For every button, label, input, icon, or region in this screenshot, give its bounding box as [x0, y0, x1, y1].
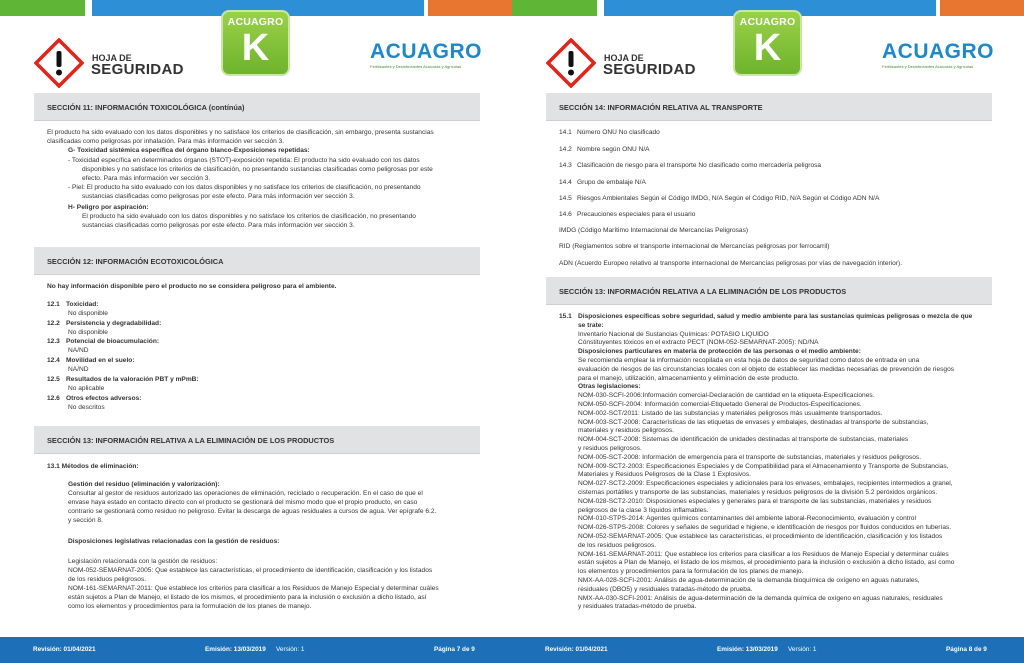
section-11-header: [34, 93, 480, 121]
s15-line: NOM-003-SCT-2008: Características de las etiquetas de envases y embalajes, destinadas al transporte de substancias,: [578, 418, 929, 426]
s12-item-value: No disponible: [68, 310, 108, 317]
s15-line: Inventario Nacional de Sustancias Químicas: POTASIO LIQUIDO: [578, 330, 769, 338]
s13-line: Legislación relacionada con la gestión de residuos:: [68, 558, 218, 565]
section-14-header: [546, 93, 992, 121]
s12-item-value: No disponible: [68, 329, 108, 336]
s15-line: Disposiciones particulares en materia de protección de las personas o el medio ambiente:: [578, 348, 861, 356]
section-12-header: [34, 247, 480, 275]
s15-line: Se recomienda emplear la información recopilada en esta hoja de datos de seguridad como datos de entrada en una: [578, 357, 920, 364]
s14-item-num: 14.2: [559, 146, 572, 153]
s15-line: NOM-052-SEMARNAT-2005: Que establece las características, el procedimiento de identificación, clasificación y los listados: [578, 533, 943, 540]
s14-item-num: 14.6: [559, 211, 572, 218]
s12-item-num: 12.2: [47, 320, 60, 327]
s15-line: NOM-009-SCT2-2003: Especificaciones Especiales y de Compatibilidad para el Almacenamiento y Transporte de Substancias,: [578, 462, 949, 470]
s15-line: NMX-AA-028-SCFI-2001: Análisis de agua-determinación de la demanda bioquímica de oxígeno en aguas naturales,: [578, 577, 920, 584]
s15-line: NOM-026-STPS-2008: Colores y señales de seguridad e higiene, e identificación de riesgos por fluidos conducidos en tuberías.: [578, 524, 952, 532]
footer-version: Versión: 1: [788, 646, 817, 653]
s12-item-num: 12.4: [47, 357, 60, 364]
product-badge: [733, 10, 802, 76]
s12-item-value: NA/ND: [68, 366, 89, 373]
s12-item-label: Otros efectos adversos:: [66, 395, 142, 402]
s13-line: Consultar al gestor de residuos autorizado las operaciones de eliminación, reciclado o recuperación. En el caso de que el: [68, 490, 423, 497]
s15-line: y residuos peligrosos.: [578, 445, 642, 452]
s15-line: se trate:: [578, 321, 604, 329]
s14-adn: ADN (Acuerdo Europeo relativo al transporte internacional de Mercancías peligrosas por vías de navegación interior).: [559, 260, 903, 267]
s11-line: disponibles y no satisface los criterios de clasificación, no presentando sustancias clasificadas como peligrosas por este: [82, 166, 433, 173]
s13-line: NOM-052-SEMARNAT-2005: Que establece las características, el procedimiento de identificación, clasificación y los listados: [68, 567, 433, 574]
badge-brand: ACUAGRO: [227, 16, 284, 28]
s15-line: Otras legislaciones:: [578, 383, 641, 391]
s14-rid: RID (Reglamentos sobre el transporte internacional de Mercancías peligrosas por ferrocarril): [559, 243, 830, 250]
footer-emision: Emisión: 13/03/2019: [717, 646, 778, 653]
s15-line: residuales (DBO5) y residuales tratadas-método de prueba.: [578, 585, 753, 593]
logo-text: ACUAGRO: [370, 40, 482, 63]
s15-line: NOM-004-SCT-2008: Sistemas de identificación de unidades destinadas al transporte de substancias, materiales: [578, 436, 909, 444]
logo-tagline: Fertilizantes y Desinfectantes Acuícolas y Agrícolas: [882, 64, 974, 69]
s11-line: - Piel: El producto ha sido evaluado con los datos disponibles y no satisface los criterios de clasificación, no presentando: [68, 184, 421, 191]
section-13-header: [34, 426, 480, 454]
acuagro-logo: [370, 40, 480, 80]
badge-letter: K: [753, 27, 782, 69]
s11-line: efecto. Para más información ver sección 3.: [82, 175, 211, 182]
section-15-header: [546, 277, 992, 305]
s12-item-num: 12.5: [47, 376, 60, 383]
s14-item-num: 14.5: [559, 195, 572, 202]
section-11-title: SECCIÓN 11: INFORMACIÓN TOXICOLÓGICA (contínúa): [47, 103, 245, 112]
s11-line: - Toxicidad específica en determinados órganos (STOT)-exposición repetida: El producto ha sido evaluado con los datos: [68, 157, 420, 164]
s11-line: sustancias clasificadas como peligrosas por este efecto. Para más información ver sección 3.: [82, 222, 355, 229]
s15-line: NOM-005-SCT-2008: Información de emergencia para el transporte de substancias, materiales y residuos peligrosos.: [578, 453, 922, 461]
s15-line: y residuales tratadas-método de prueba.: [578, 603, 697, 611]
s13-line: están sujetos a Plan de Manejo, el listado de los mismos, el procedimiento para la inclusión o exclusión a dicho listado, así: [68, 594, 427, 601]
s14-item-num: 14.3: [559, 162, 572, 169]
s15-line: NOM-161-SEMARNAT-2011: Que establece los criterios para clasificar a los Residuos de Manejo Especial y determinar cuáles: [578, 550, 949, 558]
s15-line: NOM-028-SCT2-2010: Disposiciones especiales y generales para el transporte de las substancias, materiales y residuos: [578, 497, 932, 505]
section-15-title: SECCIÓN 13: INFORMACIÓN RELATIVA A LA ELIMINACIÓN DE LOS PRODUCTOS: [559, 287, 847, 296]
s15-line: están sujetos a Plan de Manejo, el listado de los mismos, el procedimiento para la inclusión o exclusión a dicho listado, así como: [578, 559, 955, 567]
badge-letter: K: [241, 27, 270, 69]
s12-intro: No hay información disponible pero el producto no se considera peligroso para el ambiente.: [47, 283, 337, 290]
s12-item-value: NA/ND: [68, 347, 89, 354]
s15-line: NOM-010-STPS-2014: Agentes químicos contaminantes del ambiente laboral-Reconocimiento, evaluación y control: [578, 515, 916, 523]
s12-item-label: Resultados de la valoración PBT y mPmB:: [66, 376, 199, 383]
s14-item-num: 14.4: [559, 179, 572, 186]
footer-emision: Emisión: 13/03/2019: [205, 646, 266, 653]
s11-line: clasificadas como peligrosas por inhalación. Para más información ver sección 3.: [47, 138, 285, 145]
s12-item-num: 12.6: [47, 395, 60, 402]
acuagro-logo: [882, 40, 992, 80]
s12-item-label: Potencial de bioacumulación:: [66, 338, 160, 345]
s12-item-label: Movilidad en el suelo:: [66, 357, 135, 364]
s14-item-text: Nombre según ONU N/A: [577, 146, 650, 153]
s13-line: envase haya estado en contacto directo con el producto se gestionará del mismo modo que el propio producto, en caso: [68, 499, 418, 506]
s15-line: cisternas portátiles y transporte de las substancias, materiales y residuos peligrosos de la división 5.2 peróxidos orgánicos.: [578, 489, 938, 496]
s15-line: de los residuos peligrosos.: [578, 541, 657, 549]
s11-line: sustancias clasificadas como peligrosas por este efecto. Para más información ver sección 3.: [82, 193, 355, 200]
doc-type-label: HOJA DE: [604, 53, 644, 63]
s13-line: NOM-161-SEMARNAT-2011: Que establece los criterios para clasificar a los Residuos de Manejo Especial y determinar cuáles: [68, 585, 439, 592]
s13-line: como los elementos y procedimientos para la formulación de los planes de manejo.: [68, 603, 312, 610]
s12-item-label: Toxicidad:: [66, 301, 99, 308]
s14-item-text: Riesgos Ambientales Según el Código IMDG, N/A Según el Código RID, N/A Según el Código ADN N/A: [577, 195, 880, 202]
badge-brand: ACUAGRO: [739, 16, 796, 28]
s12-item-value: No descritos: [68, 404, 105, 411]
s15-line: NOM-050-SCFI-2004: Información comercial-Etiquetado General de Productos-Especificaciones.: [578, 401, 862, 408]
logo-tagline: Fertilizantes y Desinfectantes Acuícolas y Agrícolas: [370, 64, 462, 69]
s13-subheading: 13.1 Métodos de eliminación:: [47, 463, 139, 470]
s11-subheading-h: H- Peligro por aspiración:: [68, 204, 149, 211]
s12-item-num: 12.1: [47, 301, 60, 308]
s15-line: para el manejo, utilización, almacenamiento y eliminación de este producto.: [578, 374, 800, 382]
s15-num: 15.1: [559, 313, 572, 320]
s12-item-num: 12.3: [47, 338, 60, 345]
section-14-title: SECCIÓN 14: INFORMACIÓN RELATIVA AL TRANSPORTE: [559, 103, 763, 112]
footer-bar: [0, 637, 512, 663]
s15-line: los elementos y procedimientos para la formulación de los planes de manejo.: [578, 568, 804, 576]
s13-disp-heading: Disposiciones legislativas relacionadas con la gestión de residuos:: [68, 538, 280, 545]
footer-page-number: Página 7 de 9: [434, 646, 475, 653]
section-12-title: SECCIÓN 12: INFORMACIÓN ECOTOXICOLÓGICA: [47, 257, 224, 266]
hazard-exclamation-icon: [546, 38, 596, 88]
s13-gestion-heading: Gestión del residuo (eliminación y valorización):: [68, 481, 220, 488]
s13-line: y sección 8.: [68, 517, 103, 524]
doc-type-title: SEGURIDAD: [91, 61, 184, 78]
footer-revision: Revisión: 01/04/2021: [545, 646, 608, 653]
s13-line: de los residuos peligrosos.: [68, 576, 147, 583]
s12-item-value: No aplicable: [68, 385, 105, 392]
s11-line: El producto ha sido evaluado con los datos disponibles y no satisface los criterios de clasificación, sin embargo, presenta sustancias: [47, 129, 434, 136]
page-8: [512, 0, 1024, 663]
s14-item-text: Clasificación de riesgo para el transporte No clasificado como mercadería peligrosa: [577, 162, 822, 169]
s14-imdg: IMDG (Código Marítimo Internacional de Mercancías Peligrosas): [559, 227, 749, 234]
s15-line: NMX-AA-030-SCFI-2001: Análisis de agua-determinación de la demanda química de oxígeno en aguas naturales, residuales: [578, 594, 943, 602]
footer-revision: Revisión: 01/04/2021: [33, 646, 96, 653]
s15-line: evaluación de riesgos de las circunstancias locales con el objeto de establecer las medidas necesarias de prevención de riesgos: [578, 365, 955, 373]
footer-version: Versión: 1: [276, 646, 305, 653]
s15-line: peligrosos de la clase 3 líquidos inflamables.: [578, 506, 709, 514]
hazard-exclamation-icon: [34, 38, 84, 88]
product-badge: [221, 10, 290, 76]
doc-type-label: HOJA DE: [92, 53, 132, 63]
doc-type-title: SEGURIDAD: [603, 61, 696, 78]
s15-line: Disposiciones específicas sobre seguridad, salud y medio ambiente para las sustancias químicas peligrosas o mezcla de que: [578, 313, 973, 320]
s13-line: contrario se gestionará como residuo no peligroso. Evitar la descarga de aguas residuales a cursos de agua. Ver epígrafe 6.2.: [68, 508, 437, 515]
logo-text: ACUAGRO: [882, 40, 994, 63]
s15-line: Cónstituyentes tóxicos en el extracto PECT (NOM-052-SEMARNAT-2005): ND/NA: [578, 339, 819, 347]
s12-item-label: Persistencia y degradabilidad:: [66, 320, 162, 327]
s14-item-text: Grupo de embalaje N/A: [577, 179, 646, 186]
s15-line: Materiales y Residuos Peligrosos de la Clase 1 Explosivos.: [578, 471, 751, 479]
s15-line: materiales y residuos peligrosos.: [578, 427, 675, 435]
s14-item-num: 14.1: [559, 129, 572, 136]
s15-line: NOM-027-SCT2-2009: Especificaciones especiales y adicionales para los envases, embalajes, recipientes intermedios a granel,: [578, 480, 953, 488]
footer-page-number: Página 8 de 9: [946, 646, 987, 653]
s14-item-text: Precauciones especiales para el usuario: [577, 211, 696, 218]
s11-subheading-g: G- Toxicidad sistémica específica del órgano blanco-Exposiciones repetidas:: [68, 147, 310, 154]
s15-line: NOM-030-SCFI-2006:Información comercial-Declaración de cantidad en la etiqueta-Especificaciones.: [578, 392, 875, 400]
s11-line: El producto ha sido evaluado con los datos disponibles y no satisface los criterios de clasificación, no presentando: [82, 213, 416, 220]
s14-item-text: Número ONU No clasificado: [577, 129, 660, 136]
footer-bar: [512, 637, 1024, 663]
s15-line: NOM-002-SCT/2011: Listado de las substancias y materiales peligrosos más usualmente transportados.: [578, 409, 883, 417]
section-13-title: SECCIÓN 13: INFORMACIÓN RELATIVA A LA ELIMINACIÓN DE LOS PRODUCTOS: [47, 436, 335, 445]
